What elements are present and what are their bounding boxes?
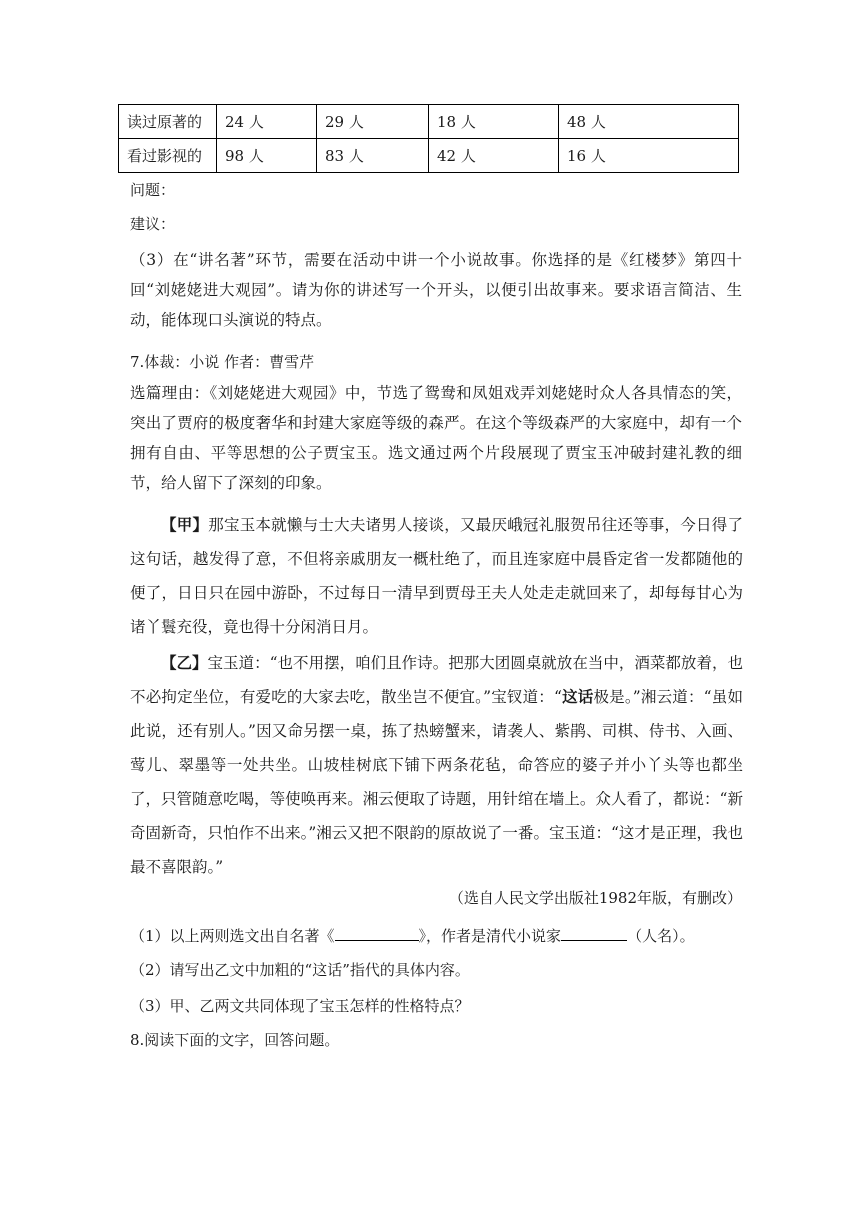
- passage-tag: 【甲】: [161, 515, 209, 534]
- question-7-part-2: （2）请写出乙文中加粗的“这话”指代的具体内容。: [130, 961, 470, 979]
- answer-blank[interactable]: [335, 940, 419, 941]
- table-cell: 24 人: [217, 105, 317, 139]
- passage-text: 那宝玉本就懒与士大夫诸男人接谈，又最厌峨冠礼服贺吊往还等事，今日得了这句话，越发得了意，不但将亲戚朋友一概杜绝了，而且连家庭中晨昏定省一发都随他的便了，日日只在园中游卧，不过每日一清早到贾母王夫人处走走就回来了，却每每甘心为诸丫鬟充役，竟也得十分闲消日月。: [130, 516, 743, 636]
- passage-text: 极是。”湘云道：“虽如此说，还有别人。”因又命另摆一桌，拣了热螃蟹来，请袭人、紫鹃、司棋、侍书、入画、莺儿、翠墨等一处共坐。山坡桂树底下铺下两条花毡，命答应的婆子并小丫头等也都坐了，只管随意吃喝，等使唤再来。湘云便取了诗题，用针绾在墙上。众人看了，都说：“新奇固新奇，只怕作不出来。”湘云又把不限韵的原故说了一番。宝玉道：“这才是正理，我也最不喜限韵。”: [130, 688, 743, 876]
- question-7-part-1: [130, 926, 695, 946]
- question-text: （1）以上两则选文出自名著《: [130, 927, 335, 945]
- table-row: [119, 139, 739, 173]
- question-text: （人名）。: [627, 927, 695, 945]
- question-7-part-3: （3）甲、乙两文共同体现了宝玉怎样的性格特点？: [130, 997, 470, 1015]
- question-6-part-3: （3）在“讲名著”环节，需要在活动中讲一个小说故事。你选择的是《红楼梦》第四十回“刘姥姥进大观园”。请为你的讲述写一个开头，以便引出故事来。要求语言简洁、生动，能体现口头演说的特点。: [130, 251, 742, 329]
- table-row: [119, 105, 739, 139]
- suggestion-label: 建议：: [130, 215, 176, 233]
- passage-text: 宝玉道：“也不用摆，咱们且作诗。把那大团圆桌就放在当中，酒菜都放着，也不必拘定坐位，有爱吃的大家去吃，散坐岂不便宜。”宝钗道：“: [130, 654, 743, 706]
- table-cell: 48 人: [559, 105, 739, 139]
- table-cell: 16 人: [559, 139, 739, 173]
- question-8-header: 8.阅读下面的文字，回答问题。: [130, 1031, 340, 1049]
- bold-phrase: 这话: [561, 687, 594, 706]
- table-cell: 29 人: [317, 105, 429, 139]
- answer-blank[interactable]: [561, 940, 627, 941]
- passage-yi: [130, 646, 743, 884]
- table-cell: 83 人: [317, 139, 429, 173]
- row-label: 看过影视的: [119, 139, 217, 173]
- question-label: 问题：: [130, 181, 176, 199]
- question-7-header: 7.体裁：小说 作者：曹雪芹: [130, 353, 315, 371]
- source-note: （选自人民文学出版社1982年版，有删改）: [448, 889, 742, 907]
- passage-tag: 【乙】: [161, 653, 208, 672]
- row-label: 读过原著的: [119, 105, 217, 139]
- table-cell: 42 人: [429, 139, 559, 173]
- survey-table: [118, 104, 739, 173]
- selection-reason: 选篇理由：《刘姥姥进大观园》中，节选了鸳鸯和凤姐戏弄刘姥姥时众人各具情态的笑，突出了贾府的极度奢华和封建大家庭等级的森严。在这个等级森严的大家庭中，却有一个拥有自由、平等思想的公子贾宝玉。选文通过两个片段展现了贾宝玉冲破封建礼教的细节，给人留下了深刻的印象。: [130, 384, 742, 492]
- table-cell: 18 人: [429, 105, 559, 139]
- question-text: 》，作者是清代小说家: [418, 927, 562, 945]
- passage-jia: [130, 508, 743, 644]
- table-cell: 98 人: [217, 139, 317, 173]
